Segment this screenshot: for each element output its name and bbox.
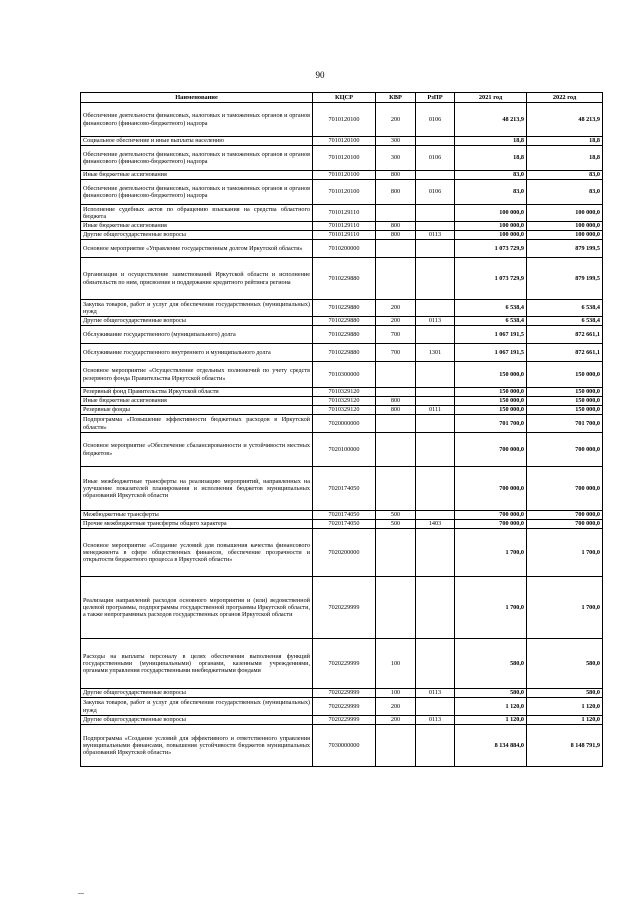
row-name: Организация и осуществление заимствований Иркутской области и исполнение обязательств по ним, присвоение и поддержание кредитного рейтинга региона [81, 258, 313, 300]
row-rzpr [416, 698, 455, 716]
row-2021: 83,0 [455, 171, 527, 180]
row-rzpr: 0106 [416, 180, 455, 205]
row-kvr: 800 [376, 231, 416, 240]
row-name: Прочие межбюджетные трансферты общего характера [81, 520, 313, 529]
table-row [81, 397, 603, 406]
row-name: Межбюджетные трансферты [81, 511, 313, 520]
table-row [81, 180, 603, 205]
row-2021: 18,8 [455, 137, 527, 146]
row-rzpr [416, 529, 455, 577]
row-2021: 83,0 [455, 180, 527, 205]
row-kvr: 800 [376, 171, 416, 180]
row-2022: 1 120,0 [527, 698, 603, 716]
row-name: Другие общегосударственные вопросы [81, 716, 313, 725]
row-kcsr: 7010129110 [313, 205, 376, 222]
row-name: Иные межбюджетные трансферты на реализацию мероприятий, направленных на улучшение показателей планирования и исполнения бюджетов муниципальных образований Иркутской области [81, 467, 313, 511]
row-kcsr: 7010229880 [313, 258, 376, 300]
row-name: Иные бюджетные ассигнования [81, 222, 313, 231]
row-name: Социальное обеспечение и иные выплаты населению [81, 137, 313, 146]
header-kcsr: КЦСР [313, 93, 376, 103]
row-rzpr: 0113 [416, 231, 455, 240]
row-name: Другие общегосударственные вопросы [81, 231, 313, 240]
row-rzpr [416, 388, 455, 397]
row-2022: 872 661,1 [527, 344, 603, 362]
row-kcsr: 7010120100 [313, 103, 376, 137]
row-kcsr: 7010120100 [313, 146, 376, 171]
row-kcsr: 7020229999 [313, 716, 376, 725]
row-kvr: 100 [376, 639, 416, 689]
row-2022: 879 199,5 [527, 258, 603, 300]
page-number: 90 [315, 70, 325, 80]
row-kvr: 100 [376, 689, 416, 698]
row-2021: 700 000,0 [455, 511, 527, 520]
row-2022: 83,0 [527, 171, 603, 180]
row-2022: 580,0 [527, 689, 603, 698]
row-2022: 150 000,0 [527, 362, 603, 388]
row-kvr: 700 [376, 326, 416, 344]
row-rzpr [416, 725, 455, 767]
row-kcsr: 7010129110 [313, 222, 376, 231]
row-kcsr: 7010120100 [313, 171, 376, 180]
row-2022: 1 700,0 [527, 529, 603, 577]
header-kvr: КВР [376, 93, 416, 103]
row-rzpr [416, 222, 455, 231]
row-name: Обеспечение деятельности финансовых, налоговых и таможенных органов и органов финансового (финансово-бюджетного) надзора [81, 180, 313, 205]
row-name: Иные бюджетные ассигнования [81, 397, 313, 406]
row-2022: 48 213,9 [527, 103, 603, 137]
row-kvr [376, 415, 416, 433]
row-name: Обслуживание государственного (муниципального) долга [81, 326, 313, 344]
row-2021: 1 700,0 [455, 529, 527, 577]
budget-table [80, 92, 603, 767]
row-kcsr: 7010120100 [313, 137, 376, 146]
row-2021: 1 067 191,5 [455, 344, 527, 362]
table-header-row [81, 93, 603, 103]
row-kvr: 700 [376, 344, 416, 362]
table-row [81, 689, 603, 698]
row-kcsr: 7020174050 [313, 520, 376, 529]
row-kvr: 200 [376, 317, 416, 326]
row-rzpr [416, 137, 455, 146]
table-row [81, 433, 603, 467]
header-rzpr: РзПР [416, 93, 455, 103]
row-kcsr: 7030000000 [313, 725, 376, 767]
row-2021: 150 000,0 [455, 406, 527, 415]
row-rzpr [416, 362, 455, 388]
row-kvr: 200 [376, 716, 416, 725]
table-row [81, 240, 603, 258]
row-rzpr [416, 639, 455, 689]
row-rzpr: 0113 [416, 716, 455, 725]
row-2022: 100 000,0 [527, 231, 603, 240]
row-name: Основное мероприятие «Создание условий для повышения качества финансового менеджмента в сфере общественных финансов, обеспечение прозрачности и открытости бюджетного процесса в Иркутской области» [81, 529, 313, 577]
row-kcsr: 7010229880 [313, 300, 376, 317]
row-rzpr: 1301 [416, 344, 455, 362]
table-row [81, 222, 603, 231]
table-row [81, 205, 603, 222]
row-rzpr [416, 433, 455, 467]
row-2021: 1 120,0 [455, 698, 527, 716]
row-name: Закупка товаров, работ и услуг для обеспечения государственных (муниципальных) нужд [81, 698, 313, 716]
row-kvr: 800 [376, 406, 416, 415]
row-kcsr: 7020229999 [313, 689, 376, 698]
row-name: Обслуживание государственного внутреннего и муниципального долга [81, 344, 313, 362]
row-name: Основное мероприятие «Осуществление отдельных полномочий по учету средств резервного фонда Правительства Иркутской области» [81, 362, 313, 388]
row-name: Подпрограмма «Создание условий для эффективного и ответственного управления муниципальными финансами, повышения устойчивости бюджетов муниципальных образований Иркутской области» [81, 725, 313, 767]
row-kcsr: 7010329120 [313, 397, 376, 406]
row-kcsr: 7020100000 [313, 433, 376, 467]
row-kvr: 200 [376, 103, 416, 137]
row-2022: 700 000,0 [527, 511, 603, 520]
row-kcsr: 7010120100 [313, 180, 376, 205]
row-kvr: 800 [376, 397, 416, 406]
row-kvr: 200 [376, 698, 416, 716]
row-rzpr [416, 467, 455, 511]
table-row [81, 467, 603, 511]
row-kvr [376, 205, 416, 222]
row-kcsr: 7010129110 [313, 231, 376, 240]
row-kvr [376, 577, 416, 639]
row-2021: 150 000,0 [455, 362, 527, 388]
row-rzpr [416, 205, 455, 222]
table-row [81, 258, 603, 300]
row-2022: 1 700,0 [527, 577, 603, 639]
row-2022: 8 148 791,9 [527, 725, 603, 767]
table-row [81, 725, 603, 767]
row-2021: 1 067 191,5 [455, 326, 527, 344]
row-2021: 580,0 [455, 689, 527, 698]
row-kcsr: 7010229880 [313, 317, 376, 326]
row-rzpr [416, 577, 455, 639]
row-name: Другие общегосударственные вопросы [81, 317, 313, 326]
row-kcsr: 7020229999 [313, 639, 376, 689]
row-rzpr [416, 171, 455, 180]
row-rzpr: 0113 [416, 689, 455, 698]
table-row [81, 171, 603, 180]
row-2021: 1 120,0 [455, 716, 527, 725]
row-2021: 6 538,4 [455, 317, 527, 326]
row-kcsr: 7010200000 [313, 240, 376, 258]
row-rzpr: 0106 [416, 103, 455, 137]
row-rzpr [416, 240, 455, 258]
row-2022: 83,0 [527, 180, 603, 205]
page-mark [78, 893, 84, 894]
row-2021: 700 000,0 [455, 520, 527, 529]
table-row [81, 103, 603, 137]
row-2021: 150 000,0 [455, 397, 527, 406]
row-kcsr: 7020174050 [313, 467, 376, 511]
row-name: Подпрограмма «Повышение эффективности бюджетных расходов в Иркутской области» [81, 415, 313, 433]
row-2022: 700 000,0 [527, 520, 603, 529]
table-row [81, 716, 603, 725]
row-2022: 700 000,0 [527, 467, 603, 511]
row-2021: 48 213,9 [455, 103, 527, 137]
row-rzpr: 0113 [416, 317, 455, 326]
table-row [81, 146, 603, 171]
row-kvr [376, 362, 416, 388]
row-name: Основное мероприятие «Обеспечение сбалансированности и устойчивости местных бюджетов» [81, 433, 313, 467]
row-kvr [376, 467, 416, 511]
row-2022: 6 538,4 [527, 317, 603, 326]
row-kcsr: 7010229880 [313, 326, 376, 344]
row-kvr [376, 529, 416, 577]
row-2022: 879 199,5 [527, 240, 603, 258]
row-rzpr [416, 300, 455, 317]
table-row [81, 529, 603, 577]
table-row [81, 326, 603, 344]
row-rzpr [416, 397, 455, 406]
row-2021: 580,0 [455, 639, 527, 689]
row-2021: 1 700,0 [455, 577, 527, 639]
row-kvr: 300 [376, 137, 416, 146]
row-2021: 1 073 729,9 [455, 258, 527, 300]
row-name: Резервные фонды [81, 406, 313, 415]
row-2022: 100 000,0 [527, 222, 603, 231]
row-2022: 150 000,0 [527, 397, 603, 406]
row-name: Реализация направлений расходов основного мероприятия и (или) ведомственной целевой программы, подпрограммы государственной программы Иркутской области, а также непрограммных расходов государственных органов Иркутской области [81, 577, 313, 639]
row-name: Обеспечение деятельности финансовых, налоговых и таможенных органов и органов финансового (финансово-бюджетного) надзора [81, 146, 313, 171]
row-name: Основное мероприятие «Управление государственным долгом Иркутской области» [81, 240, 313, 258]
row-2022: 872 661,1 [527, 326, 603, 344]
row-kcsr: 7020200000 [313, 529, 376, 577]
row-2022: 580,0 [527, 639, 603, 689]
row-2021: 100 000,0 [455, 205, 527, 222]
row-name: Иные бюджетные ассигнования [81, 171, 313, 180]
row-rzpr [416, 258, 455, 300]
row-2021: 100 000,0 [455, 231, 527, 240]
row-kvr: 300 [376, 146, 416, 171]
row-kvr: 200 [376, 300, 416, 317]
row-2021: 700 000,0 [455, 467, 527, 511]
row-2021: 701 700,0 [455, 415, 527, 433]
row-rzpr [416, 415, 455, 433]
header-2021: 2021 год [455, 93, 527, 103]
row-rzpr: 0106 [416, 146, 455, 171]
row-name: Закупка товаров, работ и услуг для обеспечения государственных (муниципальных) нужд [81, 300, 313, 317]
row-rzpr: 0111 [416, 406, 455, 415]
row-name: Резервный фонд Правительства Иркутской области [81, 388, 313, 397]
row-2022: 150 000,0 [527, 406, 603, 415]
row-2022: 18,8 [527, 137, 603, 146]
table-row [81, 344, 603, 362]
row-rzpr: 1403 [416, 520, 455, 529]
row-2022: 150 000,0 [527, 388, 603, 397]
row-rzpr [416, 326, 455, 344]
table-row [81, 511, 603, 520]
row-name: Другие общегосударственные вопросы [81, 689, 313, 698]
header-name: Наименование [81, 93, 313, 103]
row-name: Расходы на выплаты персоналу в целях обеспечения выполнения функций государственными (муниципальными) органами, казенными учреждениями, органами управления государственными внебюджетными фондами [81, 639, 313, 689]
row-2022: 100 000,0 [527, 205, 603, 222]
row-kcsr: 7020229999 [313, 698, 376, 716]
table-row [81, 231, 603, 240]
row-2022: 700 000,0 [527, 433, 603, 467]
row-kvr: 500 [376, 520, 416, 529]
row-kvr: 800 [376, 222, 416, 231]
row-2022: 701 700,0 [527, 415, 603, 433]
row-kvr [376, 433, 416, 467]
table-row [81, 698, 603, 716]
row-name: Обеспечение деятельности финансовых, налоговых и таможенных органов и органов финансового (финансово-бюджетного) надзора [81, 103, 313, 137]
table-row [81, 137, 603, 146]
row-rzpr [416, 511, 455, 520]
row-2022: 6 538,4 [527, 300, 603, 317]
row-kcsr: 7020229999 [313, 577, 376, 639]
row-kvr: 500 [376, 511, 416, 520]
row-2022: 18,8 [527, 146, 603, 171]
row-kcsr: 7010229880 [313, 344, 376, 362]
row-2021: 6 538,4 [455, 300, 527, 317]
table-row [81, 639, 603, 689]
table-body [81, 103, 603, 767]
row-kcsr: 7020000000 [313, 415, 376, 433]
table-row [81, 577, 603, 639]
row-kvr: 800 [376, 180, 416, 205]
row-2021: 150 000,0 [455, 388, 527, 397]
table-row [81, 406, 603, 415]
row-name: Исполнение судебных актов по обращению взыскания на средства областного бюджета [81, 205, 313, 222]
header-2022: 2022 год [527, 93, 603, 103]
row-kcsr: 7010329120 [313, 406, 376, 415]
row-2021: 100 000,0 [455, 222, 527, 231]
row-2021: 8 134 884,0 [455, 725, 527, 767]
row-kvr [376, 258, 416, 300]
row-kcsr: 7020174050 [313, 511, 376, 520]
row-kvr [376, 725, 416, 767]
row-2021: 1 073 729,9 [455, 240, 527, 258]
row-2021: 700 000,0 [455, 433, 527, 467]
row-2022: 1 120,0 [527, 716, 603, 725]
table-row [81, 362, 603, 388]
row-kvr [376, 388, 416, 397]
table-row [81, 520, 603, 529]
row-kcsr: 7010300000 [313, 362, 376, 388]
table-row [81, 300, 603, 317]
row-kvr [376, 240, 416, 258]
table-row [81, 388, 603, 397]
row-2021: 18,8 [455, 146, 527, 171]
row-kcsr: 7010329120 [313, 388, 376, 397]
table-row [81, 415, 603, 433]
table-row [81, 317, 603, 326]
